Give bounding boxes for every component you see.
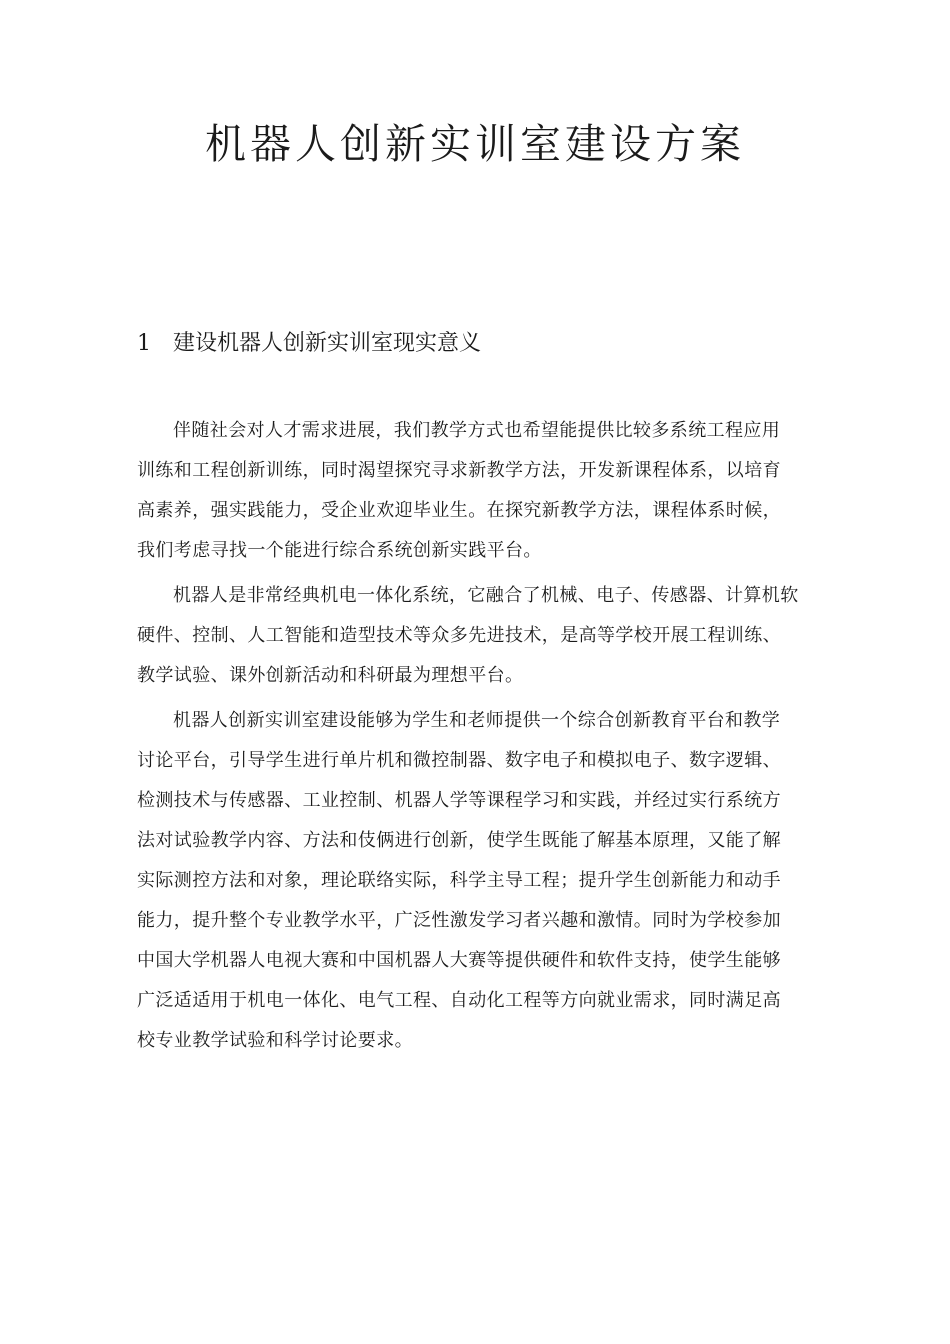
paragraph-line: 检测技术与传感器、工业控制、机器人学等课程学习和实践，并经过实行系统方 xyxy=(137,790,781,811)
paragraph-line: 实际测控方法和对象，理论联络实际，科学主导工程；提升学生创新能力和动手 xyxy=(137,870,781,891)
paragraph xyxy=(137,701,827,1061)
section-heading-text: 建设机器人创新实训室现实意义 xyxy=(173,331,482,356)
document-body xyxy=(137,411,827,1061)
document-title: 机器人创新实训室建设方案 xyxy=(205,120,745,168)
paragraph-line: 能力，提升整个专业教学水平，广泛性激发学习者兴趣和激情。同时为学校参加 xyxy=(137,910,781,931)
section-heading xyxy=(137,326,481,362)
paragraph-line: 中国大学机器人电视大赛和中国机器人大赛等提供硬件和软件支持，使学生能够 xyxy=(137,950,781,971)
paragraph-line: 教学试验、课外创新活动和科研最为理想平台。 xyxy=(137,665,524,686)
paragraph-line: 广泛适适用于机电一体化、电气工程、自动化工程等方向就业需求，同时满足高 xyxy=(137,990,781,1011)
paragraph xyxy=(137,411,827,571)
paragraph xyxy=(137,576,827,696)
paragraph-line: 机器人是非常经典机电一体化系统，它融合了机械、电子、传感器、计算机软 xyxy=(173,585,799,606)
paragraph-line: 法对试验教学内容、方法和伎俩进行创新，使学生既能了解基本原理，又能了解 xyxy=(137,830,781,851)
paragraph-line: 高素养，强实践能力，受企业欢迎毕业生。在探究新教学方法，课程体系时候， xyxy=(137,500,781,521)
paragraph-line: 机器人创新实训室建设能够为学生和老师提供一个综合创新教育平台和教学 xyxy=(173,710,781,731)
paragraph-line: 校专业教学试验和科学讨论要求。 xyxy=(137,1030,413,1051)
section-number: 1 xyxy=(137,331,151,356)
paragraph-line: 伴随社会对人才需求进展，我们教学方式也希望能提供比较多系统工程应用 xyxy=(173,420,781,441)
paragraph-line: 硬件、控制、人工智能和造型技术等众多先进技术，是高等学校开展工程训练、 xyxy=(137,625,781,646)
paragraph-line: 训练和工程创新训练，同时渴望探究寻求新教学方法，开发新课程体系，以培育 xyxy=(137,460,781,481)
paragraph-line: 我们考虑寻找一个能进行综合系统创新实践平台。 xyxy=(137,540,542,561)
paragraph-line: 讨论平台，引导学生进行单片机和微控制器、数字电子和模拟电子、数字逻辑、 xyxy=(137,750,781,771)
